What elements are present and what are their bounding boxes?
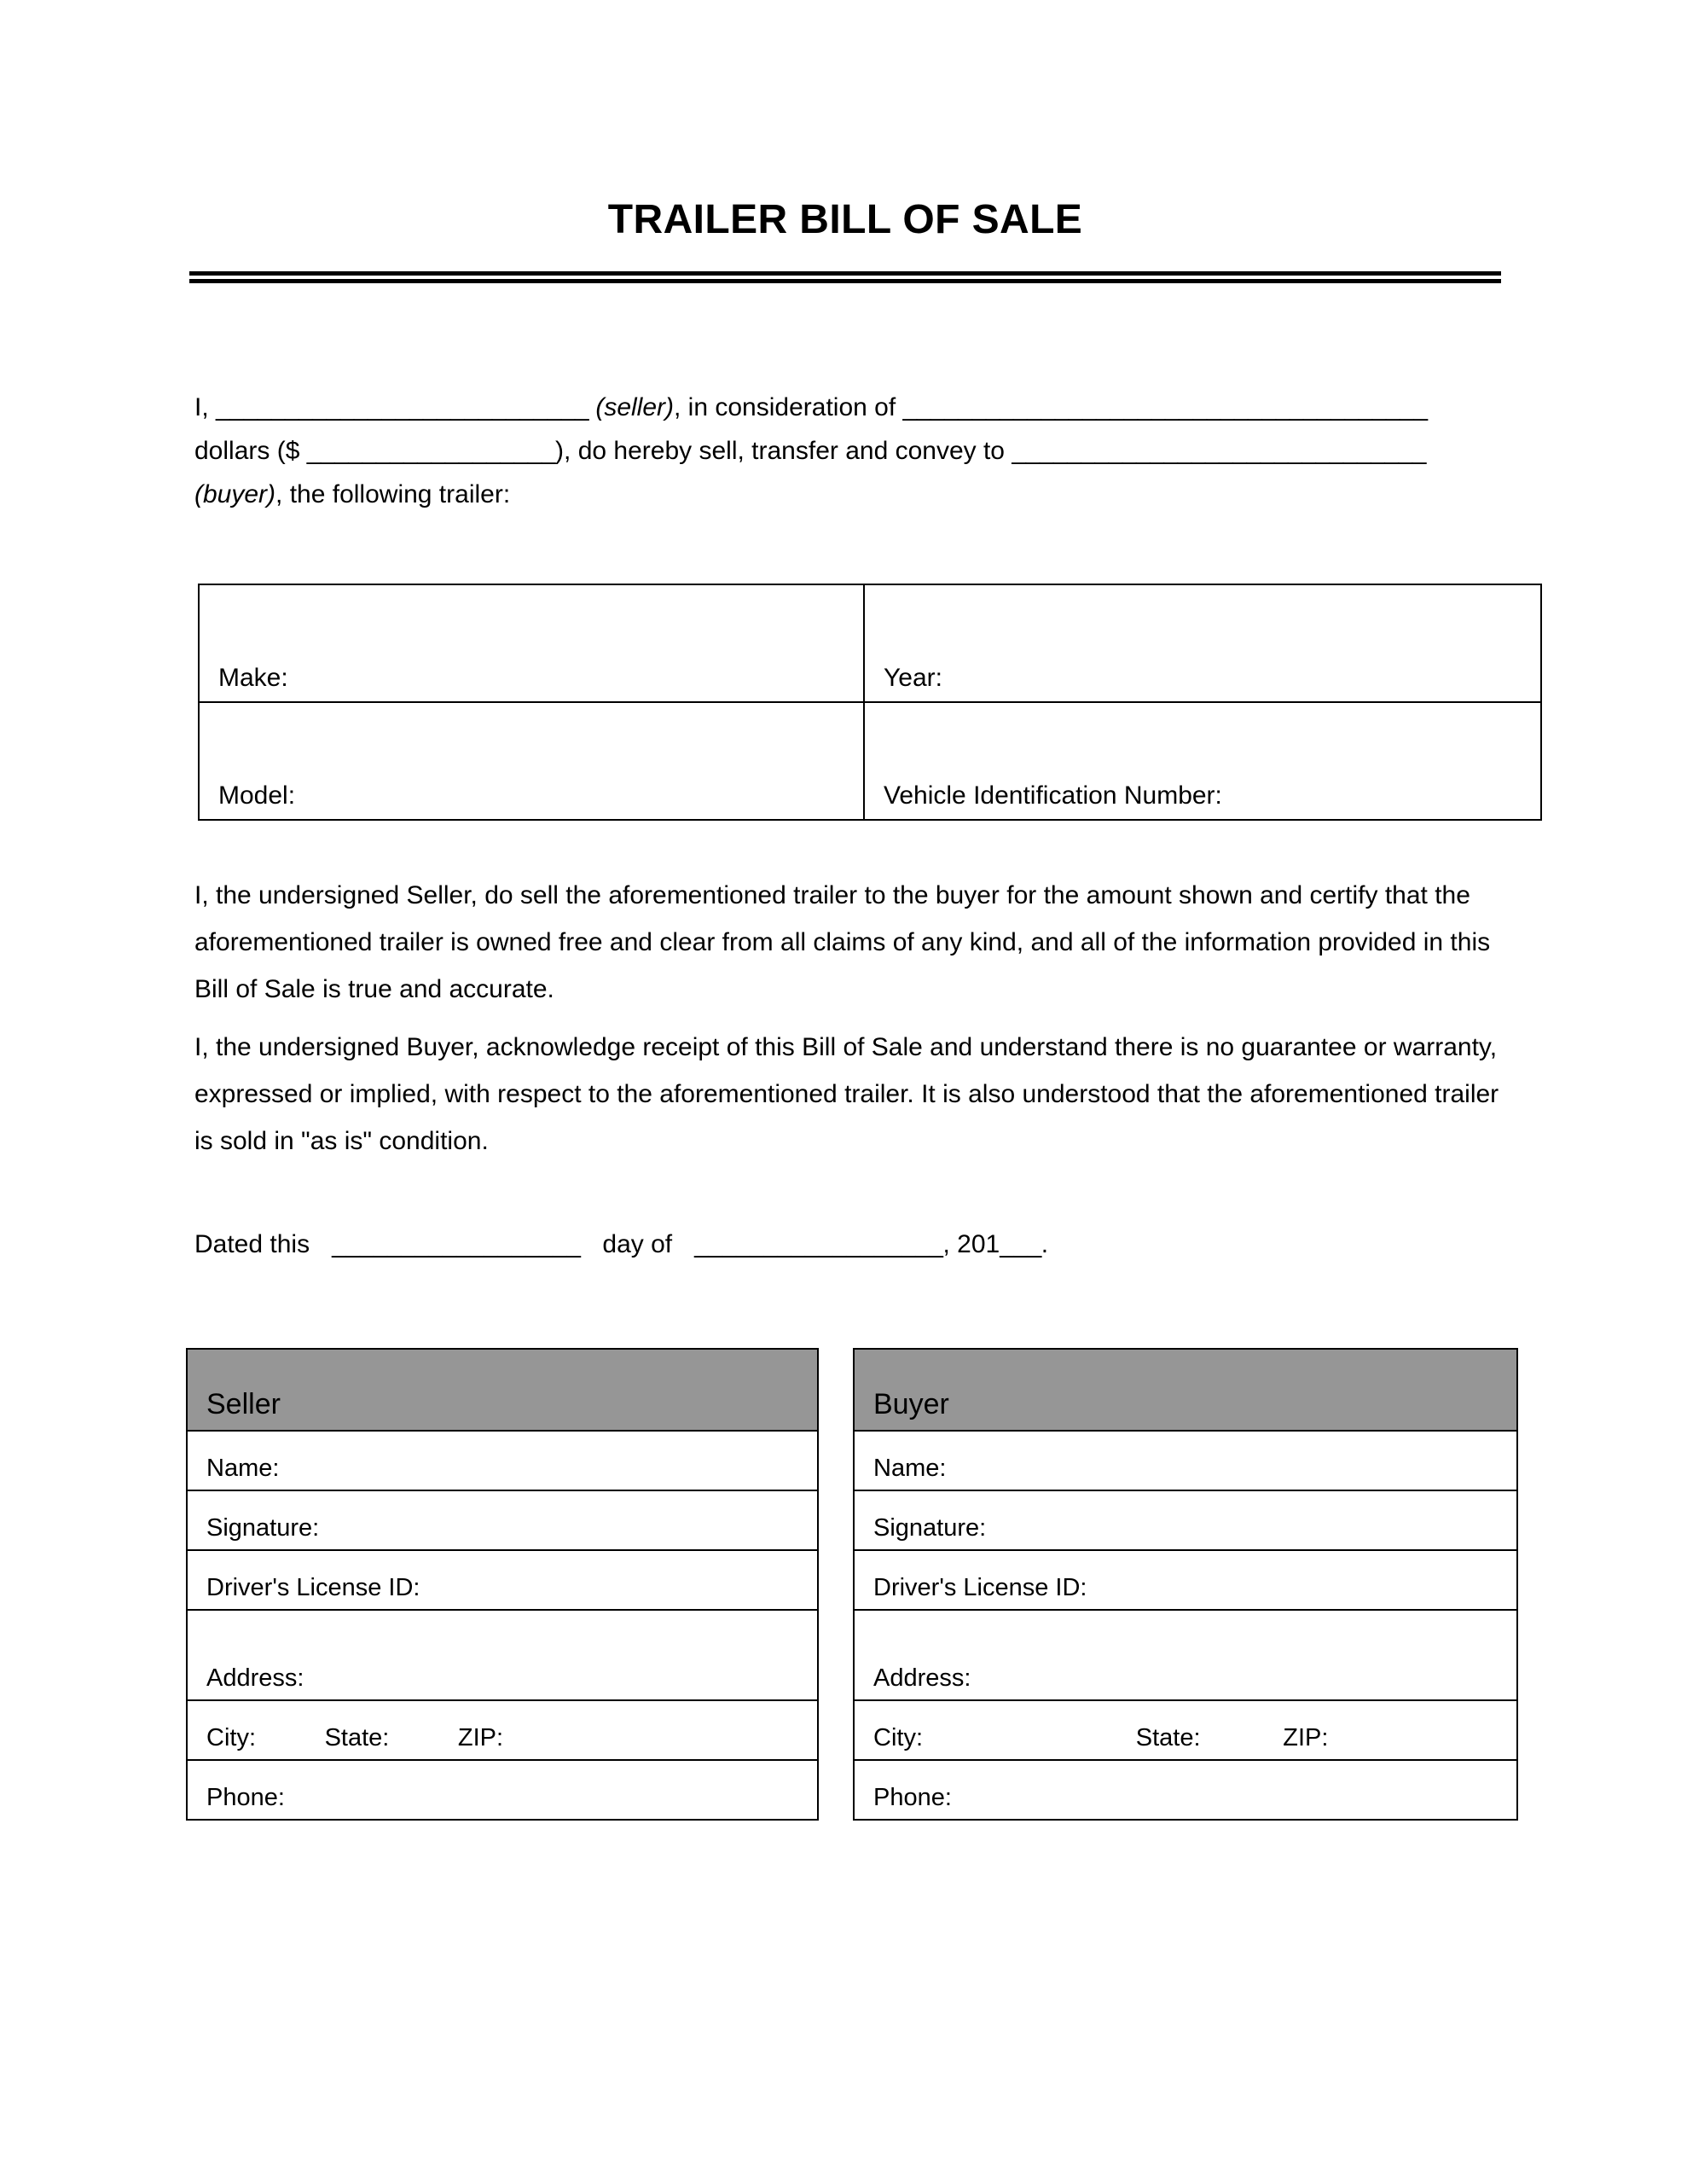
table-row — [187, 1550, 818, 1610]
dated-year-blank[interactable]: ___ — [1000, 1230, 1041, 1258]
dated-year-prefix: , 201 — [942, 1230, 1000, 1258]
table-row — [854, 1610, 1517, 1700]
page-title: TRAILER BILL OF SALE — [607, 197, 1083, 242]
title-double-rule — [189, 271, 1501, 283]
buyer-signature-block — [853, 1348, 1518, 1821]
buyer-italic-label: (buyer) — [194, 480, 276, 508]
dated-middle-text: day of — [602, 1230, 673, 1258]
seller-name-field[interactable]: Name: — [187, 1431, 818, 1490]
table-row — [854, 1550, 1517, 1610]
buyer-license-field[interactable]: Driver's License ID: — [854, 1550, 1517, 1610]
intro-paragraph — [194, 386, 1508, 516]
year-cell[interactable]: Year: — [864, 584, 1541, 702]
table-row — [187, 1610, 818, 1700]
intro-lead-text: I, — [194, 393, 217, 421]
table-row — [854, 1700, 1517, 1760]
table-row — [187, 1490, 818, 1550]
seller-name-blank[interactable]: ___________________________ — [216, 393, 588, 421]
table-row — [187, 1349, 818, 1431]
intro-consideration-text: , in consideration of — [674, 393, 903, 421]
dated-day-blank[interactable]: __________________ — [332, 1230, 581, 1258]
buyer-phone-field[interactable]: Phone: — [854, 1760, 1517, 1820]
seller-signature-field[interactable]: Signature: — [187, 1490, 818, 1550]
buyer-signature-field[interactable]: Signature: — [854, 1490, 1517, 1550]
seller-signature-block — [186, 1348, 819, 1821]
vehicle-info-table — [198, 584, 1542, 821]
table-row — [187, 1700, 818, 1760]
buyer-block-header: Buyer — [854, 1349, 1517, 1431]
intro-convey-text: ), do hereby sell, transfer and convey to — [555, 437, 1012, 465]
seller-phone-field[interactable]: Phone: — [187, 1760, 818, 1820]
table-row — [854, 1431, 1517, 1490]
buyer-name-field[interactable]: Name: — [854, 1431, 1517, 1490]
buyer-name-blank[interactable]: ______________________________ — [1012, 437, 1426, 465]
seller-license-field[interactable]: Driver's License ID: — [187, 1550, 818, 1610]
table-row — [199, 702, 1541, 820]
table-row — [854, 1760, 1517, 1820]
dollar-amount-blank[interactable]: __________________ — [306, 437, 556, 465]
vin-cell[interactable]: Vehicle Identification Number: — [864, 702, 1541, 820]
dated-month-blank[interactable]: __________________ — [694, 1230, 943, 1258]
buyer-city-state-zip-field[interactable]: City: State: ZIP: — [854, 1700, 1517, 1760]
table-row — [854, 1349, 1517, 1431]
seller-address-field[interactable]: Address: — [187, 1610, 818, 1700]
table-row — [187, 1760, 818, 1820]
table-row — [187, 1431, 818, 1490]
consideration-amount-blank[interactable]: ______________________________________ — [902, 393, 1428, 421]
dated-line — [194, 1223, 1508, 1266]
make-cell[interactable]: Make: — [199, 584, 864, 702]
seller-block-header: Seller — [187, 1349, 818, 1431]
dated-period: . — [1041, 1230, 1049, 1258]
table-row — [854, 1490, 1517, 1550]
table-row — [199, 584, 1541, 702]
intro-tail-text: , the following trailer: — [275, 480, 511, 508]
seller-italic-label: (seller) — [595, 393, 675, 421]
seller-certification-paragraph: I, the undersigned Seller, do sell the aforementioned trailer to the buyer for the amount shown and certify that the aforementioned trailer is owned free and clear from all claims of any kind, and all of the information provided in this Bill of Sale is true and accurate. — [194, 881, 1491, 1003]
model-cell[interactable]: Model: — [199, 702, 864, 820]
buyer-acknowledgment-paragraph: I, the undersigned Buyer, acknowledge receipt of this Bill of Sale and understand there is no guarantee or warranty, expressed or implied, with respect to the aforementioned trailer. It is also understood that the aforementioned trailer is sold in "as is" condition. — [194, 1033, 1499, 1155]
seller-city-state-zip-field[interactable]: City: State: ZIP: — [187, 1700, 818, 1760]
intro-dollars-text: dollars ($ — [194, 437, 307, 465]
dated-prefix-text: Dated this — [194, 1230, 310, 1258]
buyer-address-field[interactable]: Address: — [854, 1610, 1517, 1700]
